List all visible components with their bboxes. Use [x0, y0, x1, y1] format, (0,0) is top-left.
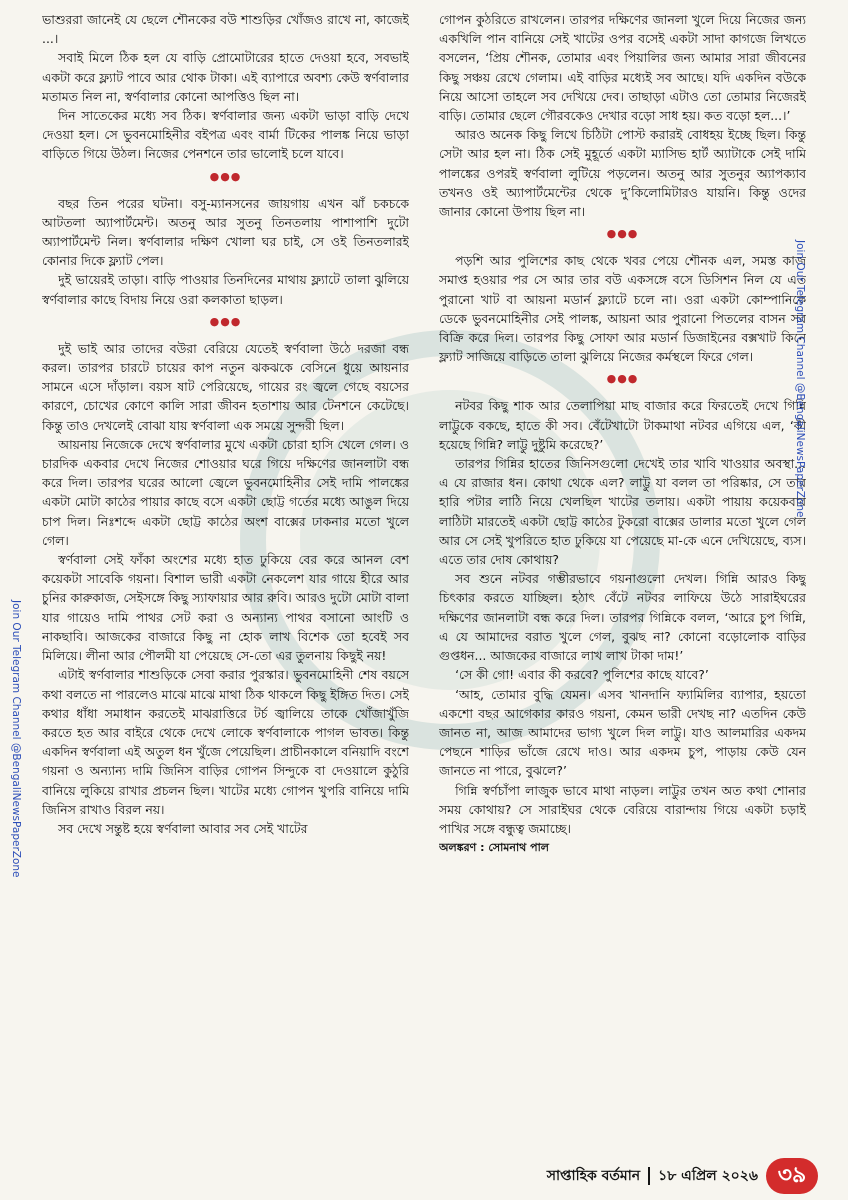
section-4: [439, 251, 806, 366]
article-paragraph: ‘আহ, তোমার বুদ্ধি যেমন। এসব খানদানি ফ্যামিলির ব্যাপার, হয়তো একশো বছর আগেকার কারও গয়না, কেমন ভারী দেখছ না? এতদিন কেউ জানত না, আজ আমাদের ভাগ্য খুলে দিল লাট্টু। যাও আলমারির একদম পেছনে শাড়ির ভাঁজে রেখে দাও। আর একদম চুপ, পাড়ায় কেউ যেন জানতে না পারে, বুঝলে?’: [439, 686, 806, 779]
section-divider: ●●●: [209, 314, 242, 328]
section-2: [42, 194, 409, 309]
illustration-credit: অলঙ্করণ : সোমনাথ পাল: [439, 841, 549, 855]
article-paragraph: নটবর কিছু শাক আর তেলাপিয়া মাছ বাজার করে ফিরতেই দেখে গিন্নি লাট্টুকে বকছে, হাতে কী সব। বেঁটেখাটো টাকমাথা নটবর এগিয়ে এল, ‘কী হয়েছে গিন্নি? লাট্টু দুষ্টুমি করেছে?’: [439, 398, 806, 452]
section-3-continued: [439, 10, 806, 221]
article-paragraph: দুই ভায়েরই তাড়া। বাড়ি পাওয়ার তিনদিনের মাথায় ফ্ল্যাটে তালা ঝুলিয়ে স্বর্ণবালার কাছে বিদায় নিয়ে ওরা কলকাতা ছাড়ল।: [42, 272, 409, 307]
left-column: [42, 10, 409, 1110]
side-watermark-right: Join Our Telegram Channel @BengaliNewsPaperZone: [794, 240, 806, 518]
side-watermark-left: Join Our Telegram Channel @BengaliNewsPaperZone: [10, 600, 22, 878]
page-footer: [0, 1154, 848, 1200]
article-paragraph: দুই ভাই আর তাদের বউরা বেরিয়ে যেতেই স্বর্ণবালা উঠে দরজা বন্ধ করল। তারপর চারটে চায়ের কাপ নতুন ঝকঝকে বেসিনে ধুয়ে আয়নার সামনে এসে দাঁড়াল। বয়স ষাট পেরিয়েছে, গায়ের রং জ্বলে গেছে বয়সের কারণে, চোখের কোণে কালি সারা জীবন হতাশায় আর টেনশনে কেটেছে। কিন্তু তাও দেখলেই বোঝা যায় স্বর্ণবালা এক সময়ে সুন্দরী ছিল।: [42, 340, 409, 433]
section-divider: ●●●: [606, 372, 639, 386]
article-paragraph: গোপন কুঠরিতে রাখলেন। তারপর দক্ষিণের জানলা খুলে দিয়ে নিজের জন্য একখিলি পান বানিয়ে সেই খাটের ওপর বসেই একটা সাদা কাগজে লিখতে বসলেন, ‘প্রিয় শৌনক, তোমার এবং পিয়ালির জন্য আমার সারা জীবনের কিছু সঞ্চয় রেখে গেলাম। এই বাড়ির মধ্যেই সব আছে। যদি একদিন বউকে নিয়ে আসো তাহলে সব দেখিয়ে দেব। তাছাড়া এটাও তো তোমার নিজেরই বাড়ি। তোমার ছেলে গৌরবকেও দেখার বড়ো সাধ হয়। কত বড়ো হল...।’: [439, 12, 806, 124]
article-body: [42, 10, 806, 1110]
article-paragraph: সবাই মিলে ঠিক হল যে বাড়ি প্রোমোটারের হাতে দেওয়া হবে, সবভাই একটা করে ফ্ল্যাট পাবে আর থোক টাকা। এই ব্যাপারে অবশ্য কেউ স্বর্ণবালার মতামত নিল না, স্বর্ণবালার কোনো আপত্তিও ছিল না।: [42, 50, 409, 104]
article-paragraph: সব দেখে সন্তুষ্ট হয়ে স্বর্ণবালা আবার সব সেই খাটের: [58, 820, 308, 836]
page-number-badge: ৩৯: [766, 1158, 818, 1194]
article-paragraph: বছর তিন পরের ঘটনা। বসু-ম্যানসনের জায়গায় এখন ঝাঁ চকচকে আটতলা অ্যাপার্টমেন্ট। অতনু আর সুতনু তিনতলায় পাশাপাশি দুটো অ্যাপার্টমেন্ট নিল। স্বর্ণবালার দক্ষিণ খোলা ঘর চাই, সে ওই তিনতলারই কোনার দিকে ফ্ল্যাট পেল।: [42, 195, 409, 269]
right-column: [439, 10, 806, 1110]
article-paragraph: সব শুনে নটবর গম্ভীরভাবে গয়নাগুলো দেখল। গিন্নি আরও কিছু চিৎকার করতে যাচ্ছিল। হঠাৎ বেঁটে নটবর লাফিয়ে উঠে সারাইঘরের দক্ষিণের জানলাটা বন্ধ করে দিল। তারপর গিন্নিকে বলল, ‘আরে চুপ গিন্নি, এ যে আমাদের বরাত খুলে গেল, বুঝছ না? কোনো বড়োলোক বাড়ির গুপ্তধন... আজকের বাজারে লাখ লাখ টাকা দাম!’: [439, 571, 806, 664]
article-paragraph: আরও অনেক কিছু লিখে চিঠিটা পোস্ট করারই বোধহয় ইচ্ছে ছিল। কিন্তু সেটা আর হল না। ঠিক সেই মুহূর্তে একটা ম্যাসিভ হার্ট অ্যাটাকে সেই দামি পালঙ্কের ওপরই স্বর্ণবালা লুটিয়ে পড়লেন। অতনু আর সুতনুর অ্যাপক্যাব তখনও ওই অ্যাপার্টমেন্টের থেকে দু’কিলোমিটারও যায়নি। কিন্তু ওদের জানার কোনো উপায় ছিল না।: [439, 127, 806, 220]
section-3: [42, 339, 409, 838]
article-paragraph: পড়শি আর পুলিশের কাছ থেকে খবর পেয়ে শৌনক এল, সমস্ত কাজ সমাপ্ত হওয়ার পর সে আর তার বউ একসঙ্গে বসে ডিসিশন নিল যে এত পুরানো খাট বা আয়না মডার্ন ফ্ল্যাটে চলে না। ওরা একটা কোম্পানিকে ডেকে ভুবনমোহিনীর সেই পালঙ্ক, আয়না আর পুরানো পিতলের বাসন সব বিক্রি করে দিল। তারপর কিছু সোফা আর মডার্ন ডিজাইনের বক্সখাট কিনে ফ্ল্যাট সাজিয়ে বাড়িতে তালা ঝুলিয়ে নিজের কর্মস্থলে ফিরে গেল।: [439, 253, 806, 365]
article-paragraph: এটাই স্বর্ণবালার শাশুড়িকে সেবা করার পুরস্কার। ভুবনমোহিনী শেষ বয়সে কথা বলতে না পারলেও মাঝে মাঝে মাথা ঠিক থাকলে কিছু ইঙ্গিত দিত। সেই কথার ধাঁধা সমাধান করতেই মাঝরাত্তিরে টর্চ জ্বালিয়ে তাকে খোঁজাখুঁজি করতে হত আর বাইরে থেকে দেখে লোকে স্বর্ণবালাকে পাগল ভাবত। কিন্তু একদিন স্বর্ণবালা এই অতুল ধন খুঁজে পেয়েছিল। প্রাচীনকালে বনিয়াদি বংশে গয়না ও অন্যান্য দামি জিনিস বাড়ির গোপন সিন্দুকে বা দেওয়ালে কুঠুরি বানিয়ে লুকিয়ে রাখার প্রচলন ছিল। খাটের মধ্যে গোপন খুপরি বানিয়ে দামি জিনিস রাখাও বিরল নয়।: [42, 667, 409, 817]
article-paragraph: ভাশুররা জানেই যে ছেলে শৌনকের বউ শাশুড়ির খোঁজও রাখে না, কাজেই ...।: [42, 12, 409, 47]
article-paragraph: দিন সাতেকের মধ্যে সব ঠিক। স্বর্ণবালার জন্য একটা ভাড়া বাড়ি দেখে দেওয়া হল। সে ভুবনমোহিনীর বইপত্র এবং বার্মা টিকের পালঙ্ক নিয়ে ভাড়া বাড়িতে গিয়ে উঠল। নিজের পেনশনে তার ভালোই চলে যাবে।: [42, 108, 409, 162]
section-divider: ●●●: [209, 169, 242, 183]
article-paragraph: গিন্নি স্বর্ণচাঁপা লাজুক ভাবে মাথা নাড়ল। লাট্টুর তখন অত কথা শোনার সময় কোথায়? সে সারাইঘর থেকে বেরিয়ে বারান্দায় গিয়ে একটা চড়াই পাখির সঙ্গে বন্ধুত্ব জমাচ্ছে।: [439, 782, 806, 836]
article-paragraph: স্বর্ণবালা সেই ফাঁকা অংশের মধ্যে হাত ঢুকিয়ে বের করে আনল বেশ কয়েকটা সাবেকি গয়না। বিশাল ভারী একটা নেকলেশ যার গায়ে হীরে আর চুনির কারুকাজ, সেইসঙ্গে কিছু স্যাফায়ার আর রুবি। আরও দুটো মোটা বালা যার গায়েও দামি পাথর সেট করা ও অন্যান্য পাথর বসানো আংটি ও নাকছাবি। আজকের বাজারে কিছু না হোক লাখ বিশেক তো হবেই সব মিলিয়ে। লীনা আর পৌলমী যা পেয়েছে সে-তো এর তুলনায় কিছুই নয়!: [42, 552, 409, 664]
section-divider: ●●●: [606, 227, 639, 241]
section-1: [42, 10, 409, 164]
publication-name: সাপ্তাহিক বর্তমান: [546, 1168, 641, 1184]
issue-date: ১৮ এপ্রিল ২০২৬: [658, 1168, 758, 1184]
footer-separator: [648, 1167, 650, 1185]
article-paragraph: আয়নায় নিজেকে দেখে স্বর্ণবালার মুখে একটা চোরা হাসি খেলে গেল। ও চারদিক একবার দেখে নিজের শোওয়ার ঘরে গিয়ে দক্ষিণের জানলাটা বন্ধ করে দিল। তারপর ঘরের আলো জ্বেলে ভুবনমোহিনীর সেই দামি পালঙ্কের একটা মোটা কাঠের পায়ার কাছে বসে একটা ছোট্ট গর্তের মধ্যে আঙুল দিয়ে চাপ দিল। নিঃশব্দে একটা ছোট্ট কাঠের অংশ বাক্সের ঢাকনার মতো খুলে গেল।: [42, 436, 409, 548]
section-5: [439, 396, 806, 838]
article-paragraph: ‘সে কী গো! এবার কী করবে? পুলিশের কাছে যাবে?’: [455, 667, 709, 683]
article-paragraph: তারপর গিন্নির হাতের জিনিসগুলো দেখেই তার খাবি খাওয়ার অবস্থা... এ যে রাজার ধন। কোথা থেকে এল? লাট্টু যা বলল তা পরিষ্কার, সে তার হারি পটার লাঠি নিয়ে খেলছিল খাটের তলায়। একটা পায়ায় কয়েকবার লাঠিটা মারতেই একটা ছোট্ট কাঠের টুকরো বাক্সের ডালার মতো খুলে গেল আর সে সেই খুপরিতে হাত ঢুকিয়ে যা পেয়েছে মা-কে এনে দেখিয়েছে, ব্যস। এতে তার দোষ কোথায়?: [439, 456, 806, 568]
